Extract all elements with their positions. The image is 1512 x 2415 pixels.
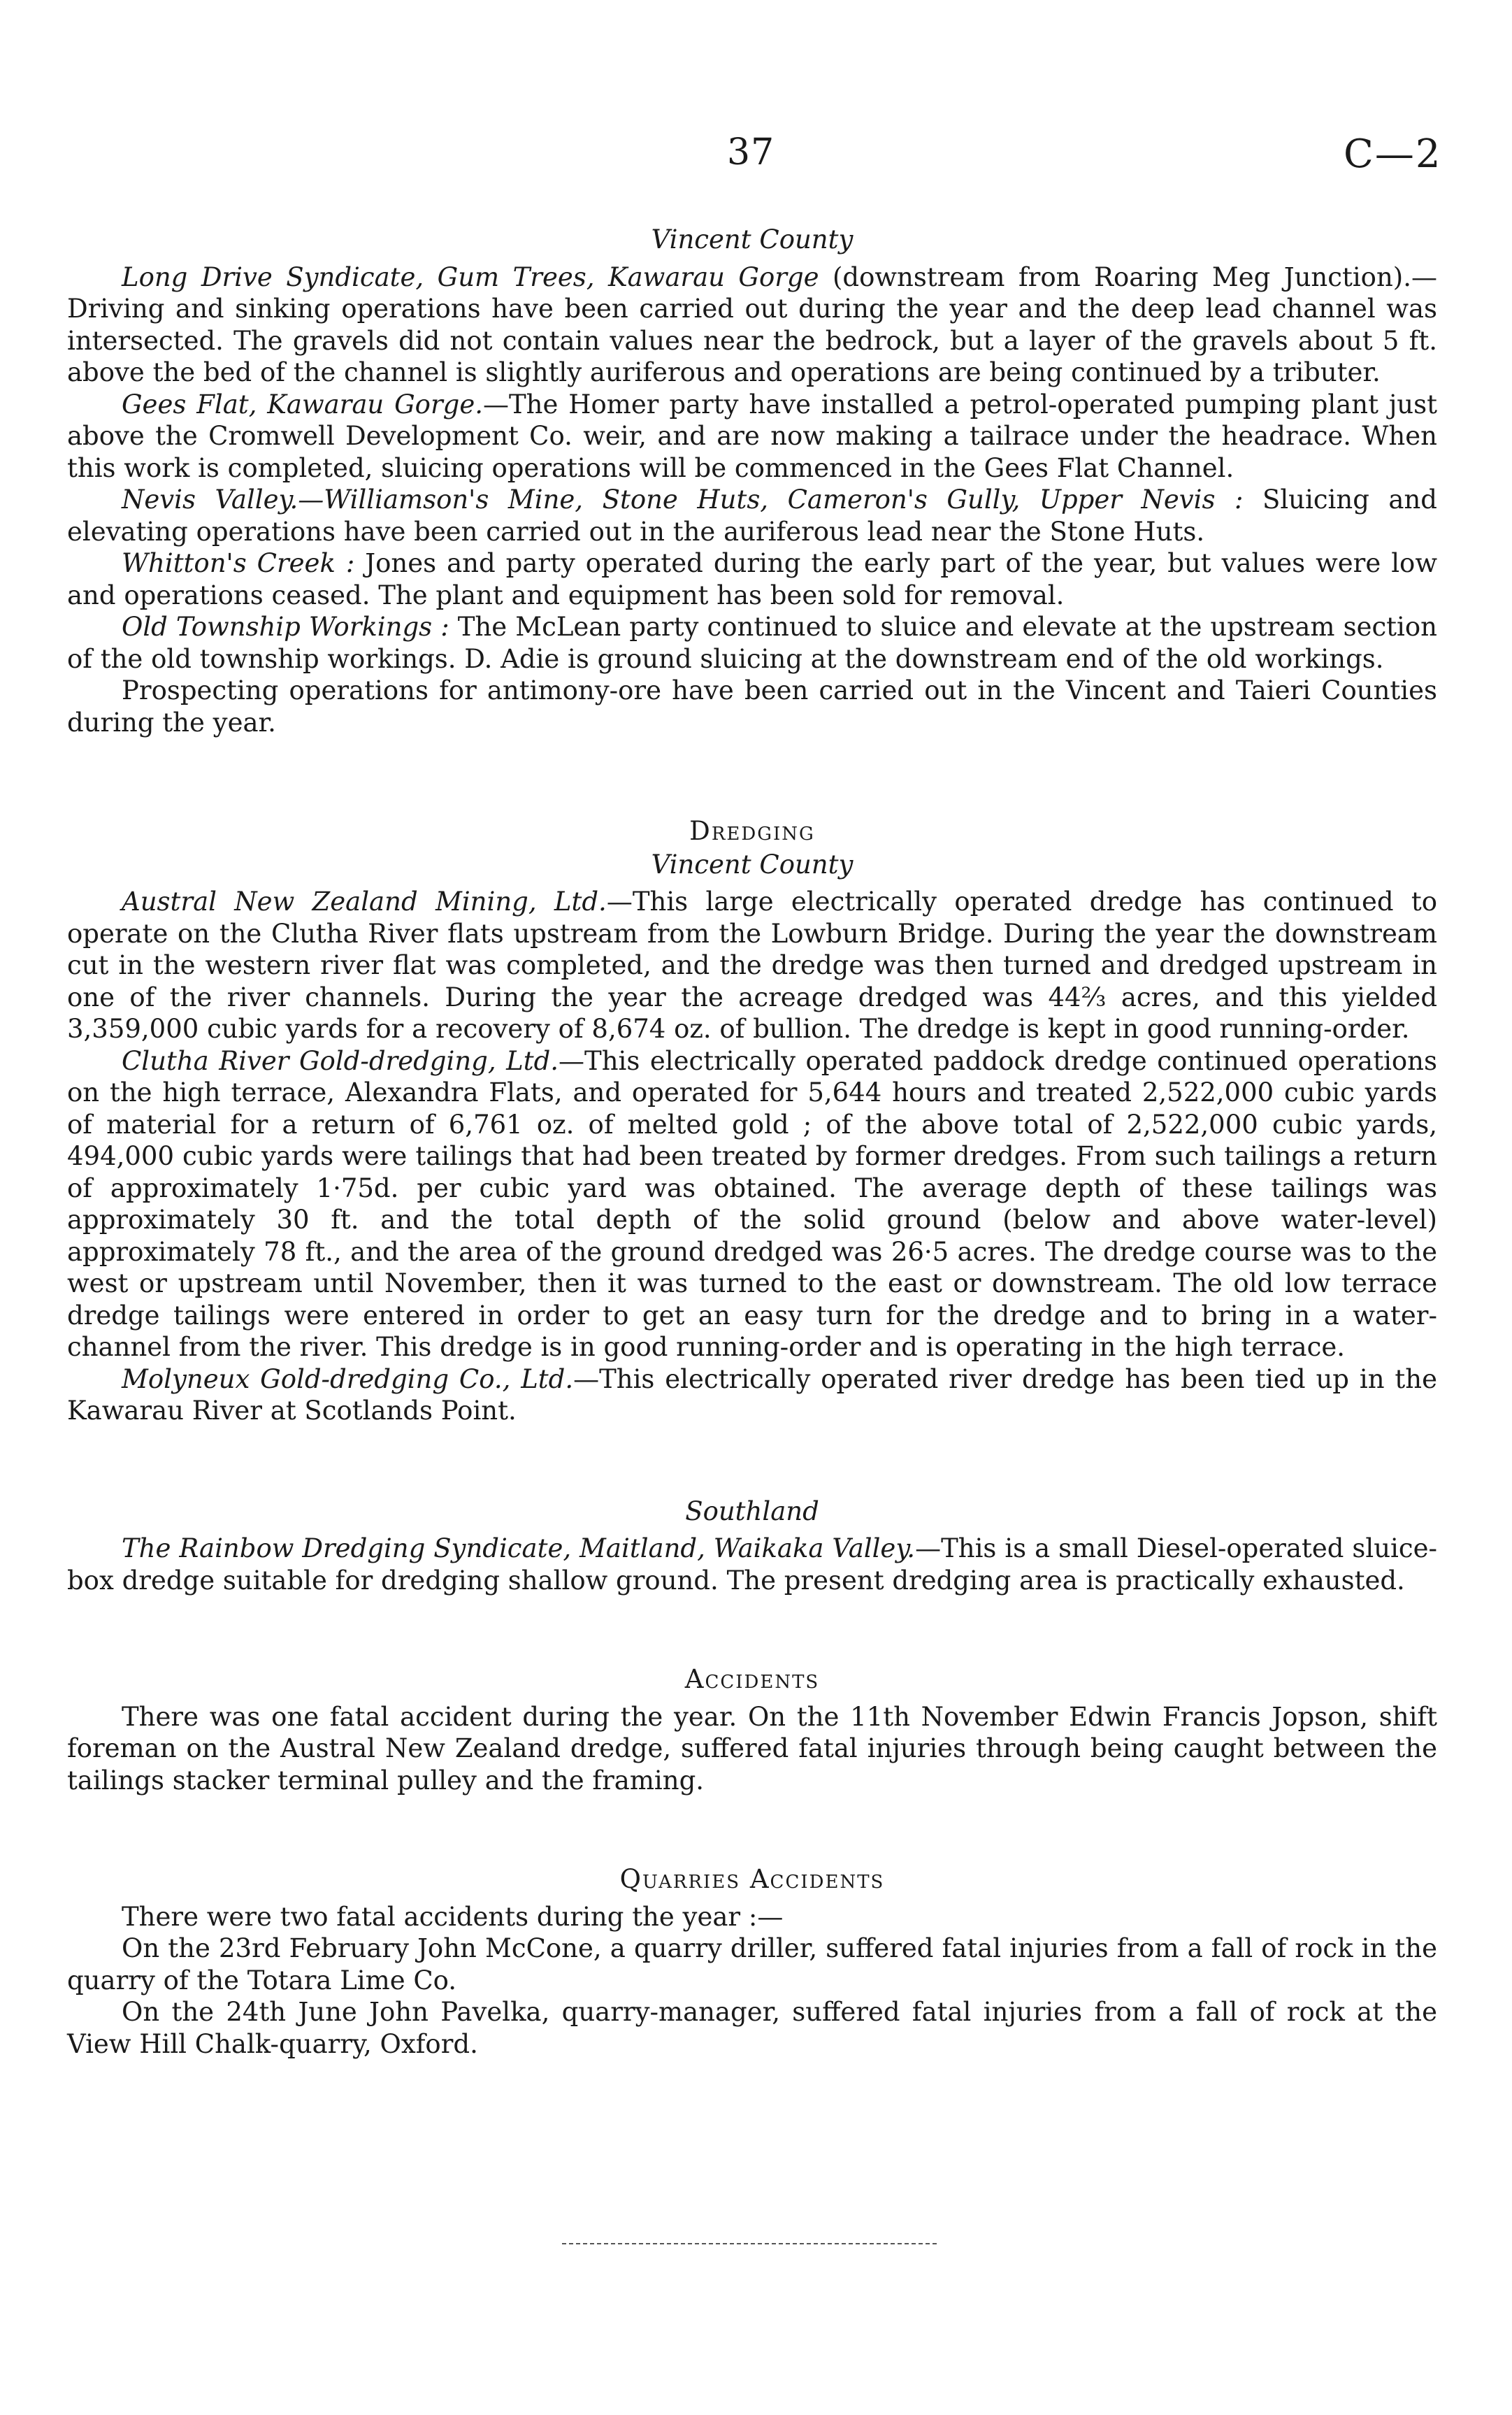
paragraph-old-township — [67, 611, 1437, 675]
paragraph-text: —The Homer party have installed a petrol-operated pumping plant just above the Cromwell Development Co. weir, and are now making a tailrace under the headrace. When this work is completed, sluicing operations will be commenced in the Gees Flat Channel. — [67, 389, 1437, 483]
page-number: 37 — [727, 131, 775, 173]
paragraph-text: —This electrically operated river dredge has been tied up in the Kawarau River at Scotlands Point. — [67, 1363, 1437, 1426]
section-heading-quarries-accidents: Quarries Accidents — [619, 1864, 885, 1894]
paragraph-whittons-creek — [67, 547, 1437, 611]
paragraph-lead: The Rainbow Dredging Syndicate, Maitland, Waikaka Valley. — [122, 1533, 916, 1563]
section-heading-vincent-county: Vincent County — [651, 224, 854, 255]
paragraph-lead: Whitton's Creek : — [122, 548, 355, 578]
paragraph-text: Sluicing and elevating operations have been carried out in the auriferous lead near the Stone Huts. — [67, 485, 1437, 547]
section-heading-dredging: Dredging — [689, 816, 815, 846]
section-heading-southland: Southland — [685, 1496, 819, 1526]
paragraph-quarries-mccone: On the 23rd February John McCone, a quarry driller, suffered fatal injuries from a fall of rock in the quarry of the Totara Lime Co. — [67, 1933, 1437, 1995]
paragraph-text: Jones and party operated during the early part of the year, but values were low and operations ceased. The plant and equipment has been sold for removal. — [67, 548, 1437, 610]
paragraph-text: —This is a small Diesel-operated sluice-box dredge suitable for dredging shallow ground. The present dredging area is practically exhausted. — [67, 1533, 1437, 1596]
paragraph-text: (downstream from Roaring Meg Junction).—Driving and sinking operations have been carried out during the year and the deep lead channel was intersected. The gravels did not contain values near the bedrock, but a layer of the gravels about 5 ft. above the bed of the channel is slightly auriferous and operations are being continued by a tributer. — [67, 261, 1437, 387]
end-rule — [562, 2243, 937, 2244]
paragraph-nevis-valley — [67, 484, 1437, 547]
section-heading-accidents: Accidents — [684, 1664, 820, 1694]
paragraph-lead: Old Township Workings : — [122, 612, 449, 642]
paragraph-accident-jopson: There was one fatal accident during the year. On the 11th November Edwin Francis Jopson, shift foreman on the Austral New Zealand dredge, suffered fatal injuries through being caught between the tailings stacker terminal pulley and the framing. — [67, 1701, 1437, 1796]
paragraph-lead: Long Drive Syndicate, Gum Trees, Kawarau Gorge — [122, 261, 819, 292]
paragraph-text: Prospecting operations for antimony-ore have been carried out in the Vincent and Taieri Counties during the year. — [67, 675, 1437, 738]
paragraph-prospecting — [67, 675, 1437, 738]
paragraph-text: The McLean party continued to sluice and elevate at the upstream section of the old township workings. D. Adie is ground sluicing at the downstream end of the old workings. — [67, 612, 1437, 674]
paragraph-clutha-river — [67, 1045, 1437, 1363]
paragraph-text: —This large electrically operated dredge has continued to operate on the Clutha River flats upstream from the Lowburn Bridge. During the year the downstream cut in the western river flat was completed, and the dredge was then turned and dredged upstream in one of the river channels. During the year the acreage dredged was 44⅔ acres, and this yielded 3,359,000 cubic yards for a recovery of 8,674 oz. of bullion. The dredge is kept in good running-order. — [67, 887, 1437, 1044]
document-body — [67, 222, 1437, 2060]
paragraph-molyneux — [67, 1363, 1437, 1427]
paragraph-lead: Molyneux Gold-dredging Co., Ltd. — [122, 1363, 574, 1394]
paragraph-rainbow-dredging — [67, 1533, 1437, 1596]
page-reference: C—2 — [1344, 131, 1442, 177]
paragraph-long-drive — [67, 261, 1437, 389]
paragraph-austral-nz — [67, 886, 1437, 1045]
paragraph-lead: Gees Flat, Kawarau Gorge. — [122, 389, 483, 420]
paragraph-lead: Austral New Zealand Mining, Ltd. — [122, 887, 607, 917]
paragraph-quarries-intro: There were two fatal accidents during the year :— — [122, 1901, 784, 1932]
subheading-vincent-county: Vincent County — [651, 849, 854, 880]
paragraph-lead: Clutha River Gold-dredging, Ltd. — [122, 1045, 559, 1076]
paragraph-text: —This electrically operated paddock dredge continued operations on the high terrace, Alexandra Flats, and operated for 5,644 hours and treated 2,522,000 cubic yards of material for a return of 6,761 oz. of melted gold ; of the above total of 2,522,000 cubic yards, 494,000 cubic yards were tailings that had been treated by former dredges. From such tailings a return of approximately 1·75d. per cubic yard was obtained. The average depth of these tailings was approximately 30 ft. and the total depth of the solid ground (below and above water-level) approximately 78 ft., and the area of the ground dredged was 26·5 acres. The dredge course was to the west or upstream until November, then it was turned to the east or downstream. The old low terrace dredge tailings were entered in order to get an easy turn for the dredge and to bring in a water-channel from the river. This dredge is in good running-order and is operating in the high terrace. — [67, 1045, 1437, 1362]
paragraph-quarries-pavelka: On the 24th June John Pavelka, quarry-manager, suffered fatal injuries from a fall of rock at the View Hill Chalk-quarry, Oxford. — [67, 1997, 1437, 2059]
paragraph-gees-flat — [67, 389, 1437, 485]
paragraph-lead: Nevis Valley.—Williamson's Mine, Stone Huts, Cameron's Gully, Upper Nevis : — [122, 485, 1244, 515]
